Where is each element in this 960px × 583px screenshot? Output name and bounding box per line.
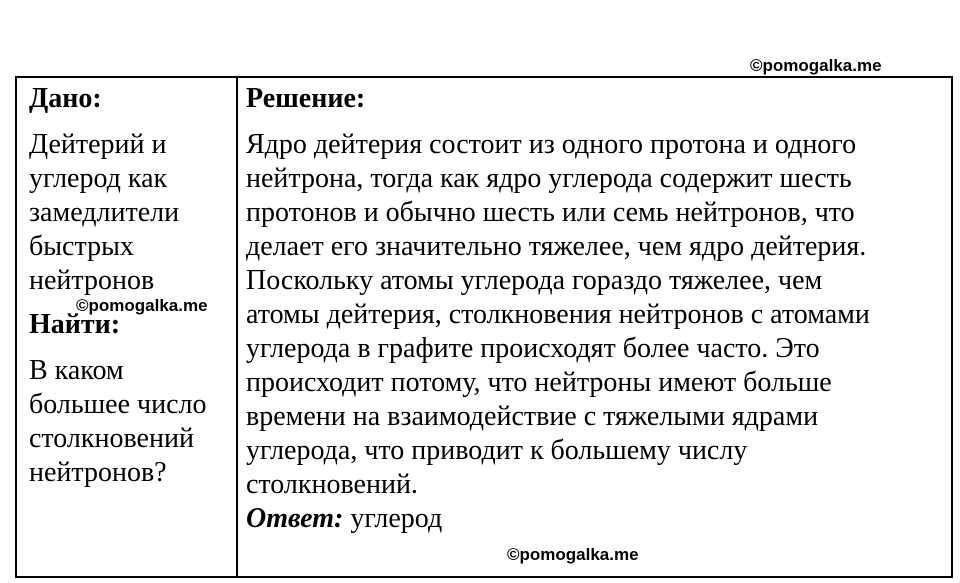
find-line: столкновений [29,423,194,454]
given-line: замедлители [29,197,180,228]
given-text [29,128,229,298]
answer-label: Ответ: [246,503,344,534]
given-line: Дейтерий и [29,129,167,160]
watermark-bottom: ©pomogalka.me [507,545,639,564]
solution-line: углерода, что приводит к большему числу [246,435,748,466]
solution-line: времени на взаимодействие с тяжелыми ядрами [246,401,819,432]
find-line: большее число [29,389,207,420]
watermark-top: ©pomogalka.me [750,56,882,75]
solution-line: углерода в графите происходят более часто. Это [246,333,820,364]
solution-line: делает его значительно тяжелее, чем ядро дейтерия. [246,231,867,262]
given-line: углерод как [29,163,168,194]
solution-line: столкновений. [246,469,418,500]
find-line: нейтронов? [29,457,167,488]
given-line: нейтронов [29,265,155,296]
solution-line: протонов и обычно шесть или семь нейтронов, что [246,197,855,228]
solution-line: Ядро дейтерия состоит из одного протона и одного [246,129,857,160]
solution-line: нейтрона, тогда как ядро углерода содержит шесть [246,163,852,194]
solution-line: Поскольку атомы углерода гораздо тяжелее, чем [246,265,823,296]
watermark-left: ©pomogalka.me [76,296,208,315]
find-text [29,354,229,490]
task-table [15,76,953,578]
given-heading: Дано: [29,83,102,114]
solution-line: происходит потому, что нейтроны имеют больше [246,367,832,398]
solution-line: атомы дейтерия, столкновения нейтронов с атомами [246,299,870,330]
find-heading: Найти: [29,309,121,340]
given-line: быстрых [29,231,134,262]
column-divider [236,78,238,576]
solution-column [246,78,946,536]
find-line: В каком [29,355,124,386]
solution-heading: Решение: [246,83,366,114]
answer-line [246,502,946,536]
answer-value: углерод [343,503,443,534]
solution-text [246,128,946,536]
